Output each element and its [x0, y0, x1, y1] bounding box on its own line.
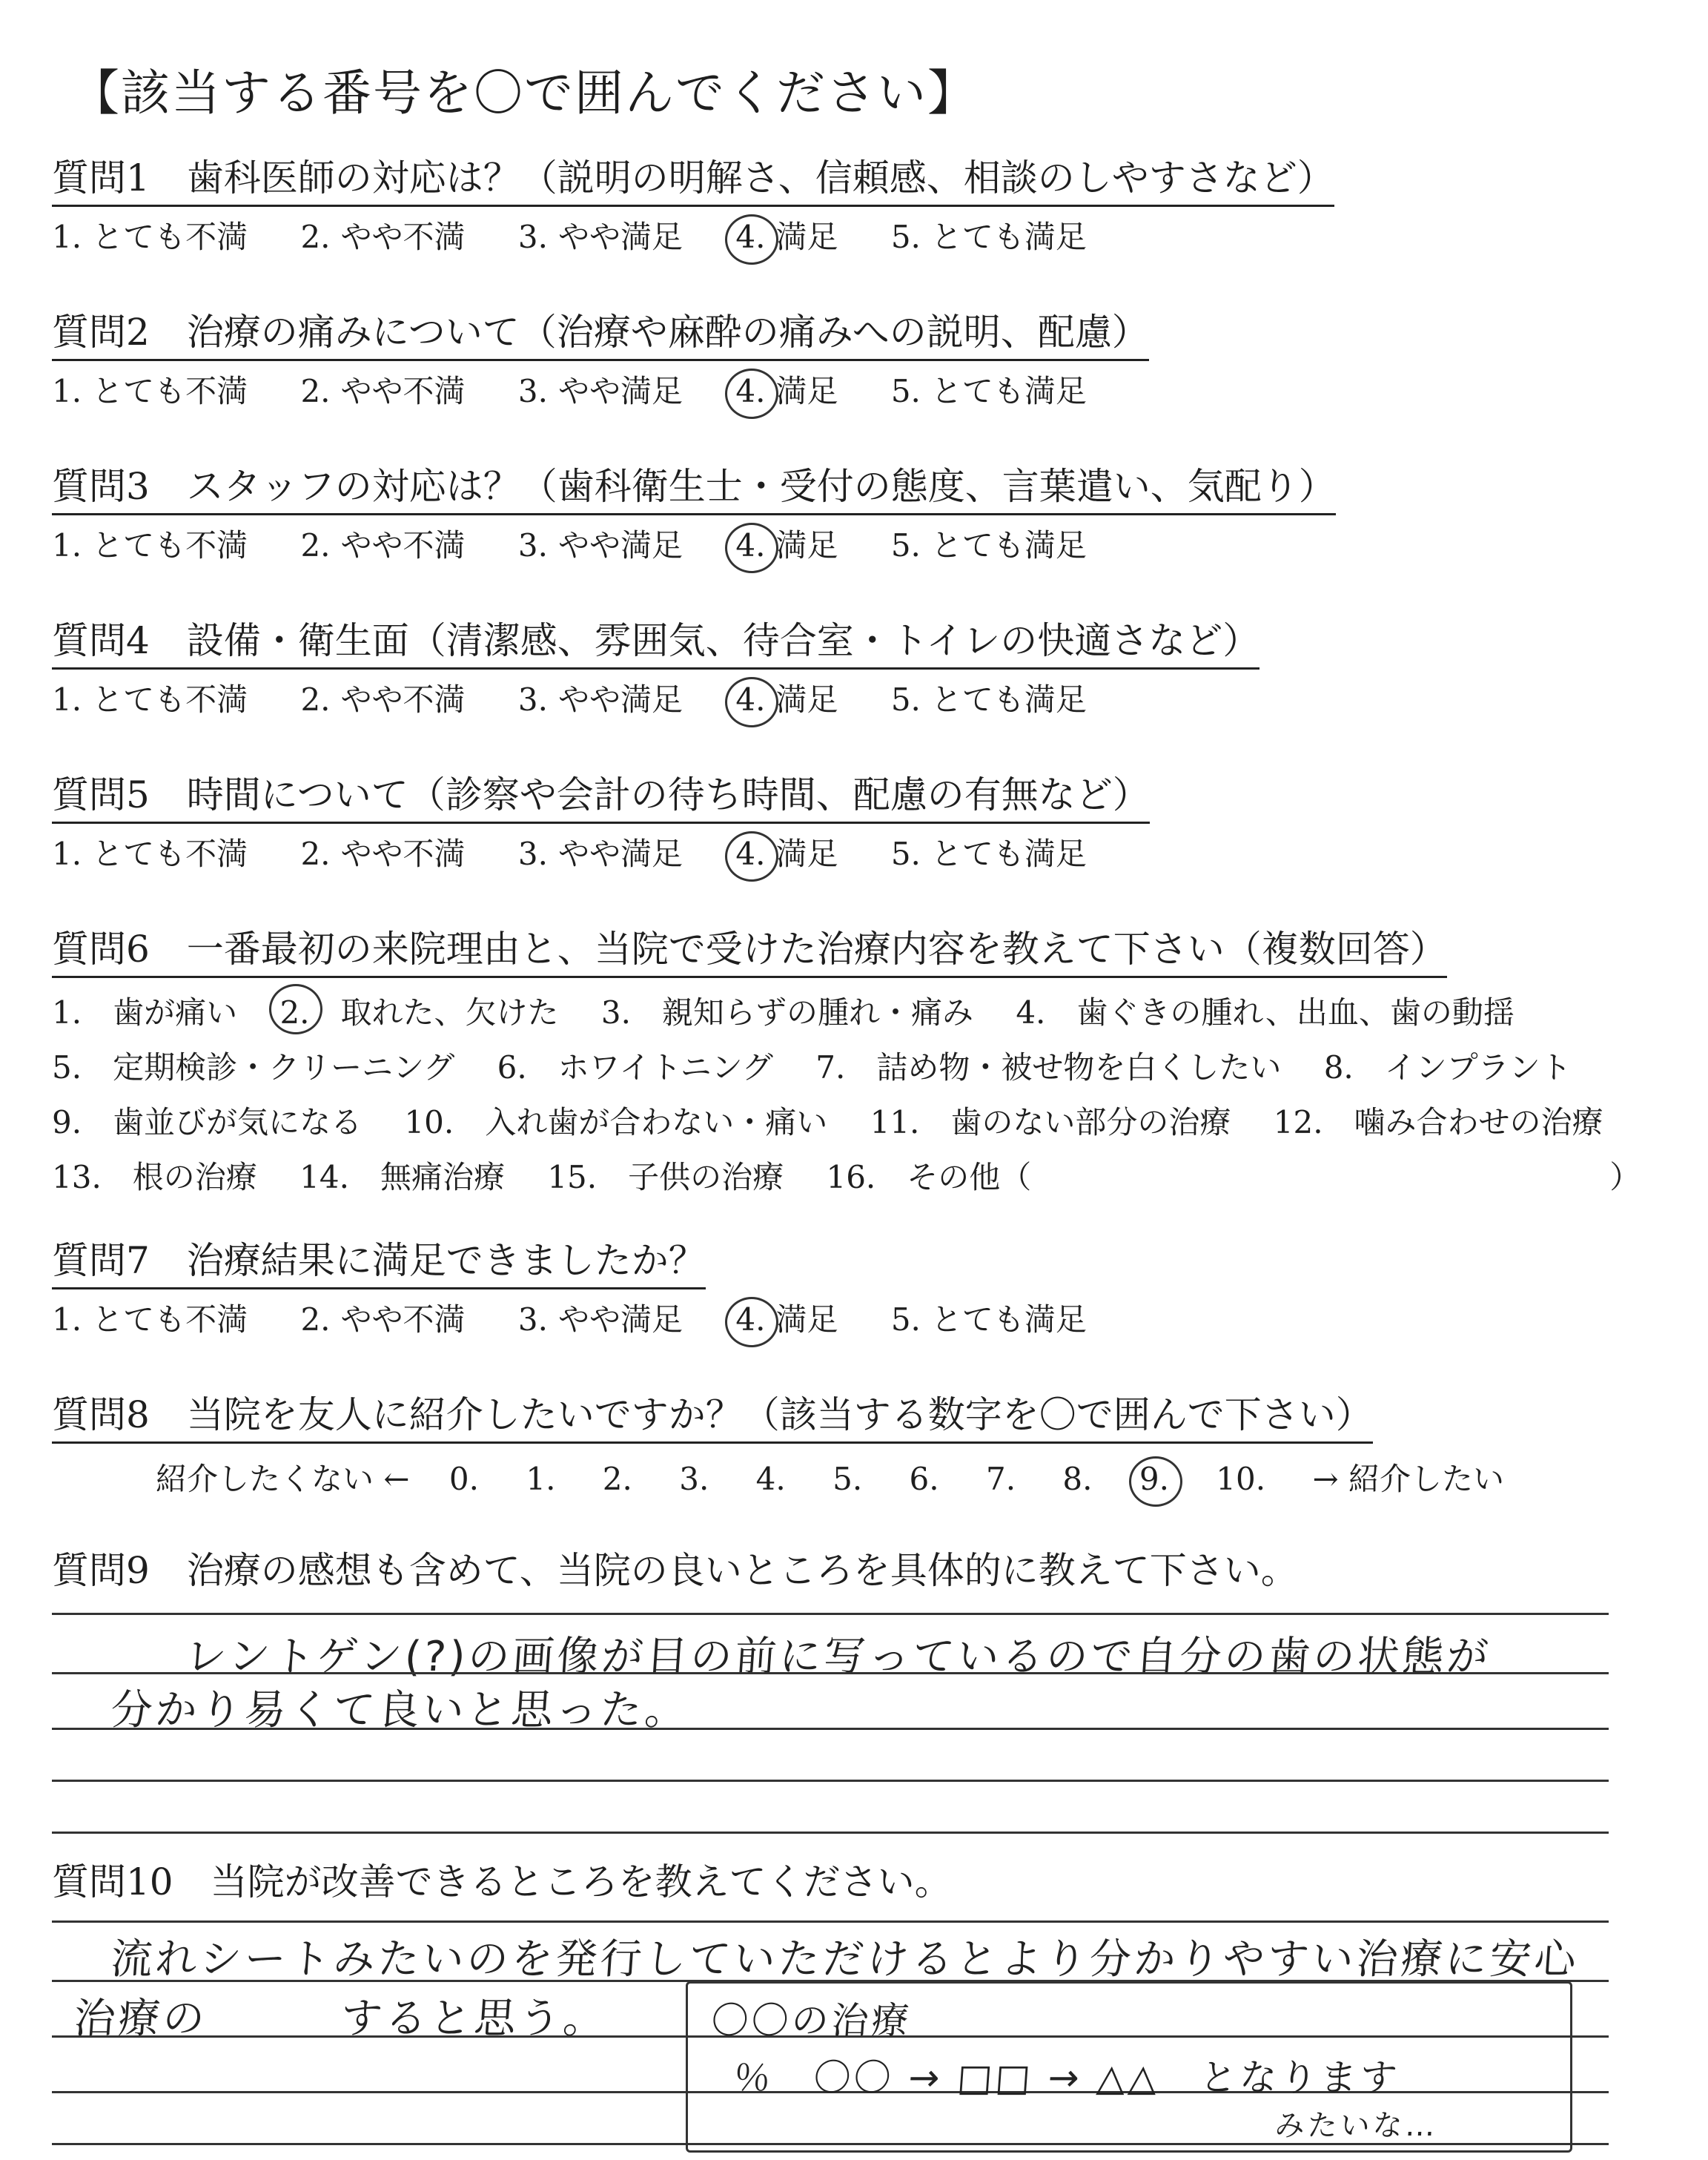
q4-option-5[interactable]: 5. とても満足	[890, 681, 1087, 718]
q2-option-5[interactable]: 5. とても満足	[890, 373, 1087, 409]
q8-value-6[interactable]: 6.	[909, 1461, 939, 1497]
q6-row-2	[52, 1043, 1641, 1098]
q8-value-10[interactable]: 10.	[1216, 1461, 1266, 1497]
q8-value-9-selected[interactable]: 9.	[1139, 1461, 1169, 1497]
q6-option-16[interactable]: 16. その他（	[826, 1159, 1032, 1195]
q6-row-4	[52, 1153, 1641, 1208]
q2-option-1[interactable]: 1. とても不満	[52, 373, 248, 409]
question-2-heading: 質問2 治療の痛みについて（治療や麻酔の痛みへの説明、配慮）	[52, 311, 1149, 361]
q3-option-4-selected[interactable]: 4. 満足	[735, 527, 838, 564]
q1-option-4-selected[interactable]: 4. 満足	[735, 219, 838, 255]
question-6-options	[52, 988, 1641, 1208]
q8-value-7[interactable]: 7.	[985, 1461, 1016, 1497]
question-7-heading: 質問7 治療結果に満足できましたか？	[52, 1240, 706, 1289]
q8-value-4[interactable]: 4.	[755, 1461, 786, 1497]
q6-option-14[interactable]: 14. 無痛治療	[299, 1159, 505, 1195]
q4-option-3[interactable]: 3. やや満足	[517, 681, 683, 718]
q9-handwritten-line-2: 分かり易くて良いと思った。	[109, 1686, 691, 1734]
question-3-heading: 質問3 スタッフの対応は？（歯科衛生士・受付の態度、言葉遣い、気配り）	[52, 466, 1336, 515]
q9-answer-line-5	[52, 1832, 1609, 1834]
question-8-heading: 質問8 当院を友人に紹介したいですか？（該当する数字を〇で囲んで下さい）	[52, 1394, 1373, 1444]
q6-option-5[interactable]: 5. 定期検診・クリーニング	[52, 1049, 455, 1086]
q1-option-1[interactable]: 1. とても不満	[52, 219, 248, 255]
q5-option-2[interactable]: 2. やや不満	[300, 836, 466, 872]
q4-option-2[interactable]: 2. やや不満	[300, 681, 466, 718]
q6-option-6[interactable]: 6. ホワイトニング	[497, 1049, 773, 1086]
question-9-heading: 質問9 治療の感想も含めて、当院の良いところを具体的に教えて下さい。	[52, 1549, 1298, 1592]
q2-option-4-selected[interactable]: 4. 満足	[735, 373, 838, 409]
q6-option-8[interactable]: 8. インプラント	[1323, 1049, 1572, 1086]
q6-option-10[interactable]: 10. 入れ歯が合わない・痛い	[404, 1104, 828, 1140]
q8-value-5[interactable]: 5.	[833, 1461, 863, 1497]
q1-option-3[interactable]: 3. やや満足	[517, 219, 683, 255]
question-5-heading: 質問5 時間について（診察や会計の待ち時間、配慮の有無など）	[52, 774, 1150, 824]
q3-option-2[interactable]: 2. やや不満	[300, 527, 466, 564]
q8-value-1[interactable]: 1.	[526, 1461, 556, 1497]
q10-box-line-1: 〇〇の治療	[709, 1999, 913, 2042]
question-1-heading: 質問1 歯科医師の対応は？（説明の明解さ、信頼感、相談のしやすさなど）	[52, 157, 1334, 207]
q9-answer-line-1	[52, 1613, 1609, 1615]
q9-answer-line-2	[52, 1672, 1609, 1674]
question-3-options	[52, 527, 1130, 564]
q6-row-3	[52, 1098, 1641, 1153]
q9-answer-line-4	[52, 1780, 1609, 1782]
q7-option-4-selected[interactable]: 4. 満足	[735, 1301, 838, 1338]
q2-option-3[interactable]: 3. やや満足	[517, 373, 683, 409]
q8-value-0[interactable]: 0.	[448, 1461, 479, 1497]
q2-option-2[interactable]: 2. やや不満	[300, 373, 466, 409]
q6-option-12[interactable]: 12. 噛み合わせの治療	[1273, 1104, 1603, 1140]
question-5-options	[52, 836, 1130, 873]
q5-option-4-selected[interactable]: 4. 満足	[735, 836, 838, 872]
question-2-options	[52, 373, 1130, 410]
question-4-options	[52, 681, 1130, 719]
q6-option-15[interactable]: 15. 子供の治療	[547, 1159, 784, 1195]
q6-option-7[interactable]: 7. 詰め物・被せ物を白くしたい	[815, 1049, 1282, 1086]
page-title: 【該当する番号を〇で囲んでください】	[70, 65, 978, 122]
question-6-heading: 質問6 一番最初の来院理由と、当院で受けた治療内容を教えて下さい（複数回答）	[52, 928, 1447, 978]
q5-option-3[interactable]: 3. やや満足	[517, 836, 683, 872]
q7-option-2[interactable]: 2. やや不満	[300, 1301, 466, 1338]
q6-row-1	[52, 988, 1641, 1043]
q9-handwritten-line-1: レントゲン(?)の画像が目の前に写っているので自分の歯の状態が	[183, 1633, 1493, 1681]
question-8-scale	[156, 1455, 1541, 1499]
q7-option-1[interactable]: 1. とても不満	[52, 1301, 248, 1338]
q10-handwritten-line-2: 治療の すると思う。	[72, 1995, 609, 2043]
q8-left-label: 紹介したくない ←	[156, 1461, 410, 1497]
q4-option-4-selected[interactable]: 4. 満足	[735, 681, 838, 718]
q6-option-2-selected[interactable]: 2. 取れた、欠けた	[279, 988, 558, 1033]
question-1-options	[52, 219, 1130, 256]
q6-option-1[interactable]: 1. 歯が痛い	[52, 994, 238, 1031]
q1-option-5[interactable]: 5. とても満足	[890, 219, 1087, 255]
question-7-options	[52, 1301, 1130, 1338]
q10-box-line-2: ％ 〇〇 → □□ → △△ となります	[732, 2056, 1402, 2099]
q9-answer-line-3	[52, 1728, 1609, 1730]
q7-option-3[interactable]: 3. やや満足	[517, 1301, 683, 1338]
q10-handwritten-line-1: 流れシートみたいのを発行していただけるとより分かりやすい治療に安心	[109, 1935, 1580, 1984]
q3-option-3[interactable]: 3. やや満足	[517, 527, 683, 564]
q4-option-1[interactable]: 1. とても不満	[52, 681, 248, 718]
q8-value-2[interactable]: 2.	[602, 1461, 632, 1497]
q8-value-8[interactable]: 8.	[1062, 1461, 1093, 1497]
question-4-heading: 質問4 設備・衛生面（清潔感、雰囲気、待合室・トイレの快適さなど）	[52, 620, 1260, 670]
q6-close-paren: ）	[1609, 1159, 1641, 1195]
question-10-heading: 質問10 当院が改善できるところを教えてください。	[52, 1860, 952, 1903]
q7-option-5[interactable]: 5. とても満足	[890, 1301, 1087, 1338]
q8-right-label: → 紹介したい	[1312, 1461, 1504, 1497]
q3-option-5[interactable]: 5. とても満足	[890, 527, 1087, 564]
q6-option-3[interactable]: 3. 親知らずの腫れ・痛み	[600, 994, 973, 1031]
q6-option-13[interactable]: 13. 根の治療	[52, 1159, 257, 1195]
q5-option-5[interactable]: 5. とても満足	[890, 836, 1087, 872]
q6-option-4[interactable]: 4. 歯ぐきの腫れ、出血、歯の動揺	[1016, 994, 1515, 1031]
q1-option-2[interactable]: 2. やや不満	[300, 219, 466, 255]
q10-answer-line-1	[52, 1920, 1609, 1923]
q5-option-1[interactable]: 1. とても不満	[52, 836, 248, 872]
q3-option-1[interactable]: 1. とても不満	[52, 527, 248, 564]
q8-value-3[interactable]: 3.	[679, 1461, 709, 1497]
q10-box-line-3: みたいな…	[1274, 2109, 1440, 2143]
q6-option-11[interactable]: 11. 歯のない部分の治療	[870, 1104, 1231, 1140]
q6-option-9[interactable]: 9. 歯並びが気になる	[52, 1104, 363, 1140]
